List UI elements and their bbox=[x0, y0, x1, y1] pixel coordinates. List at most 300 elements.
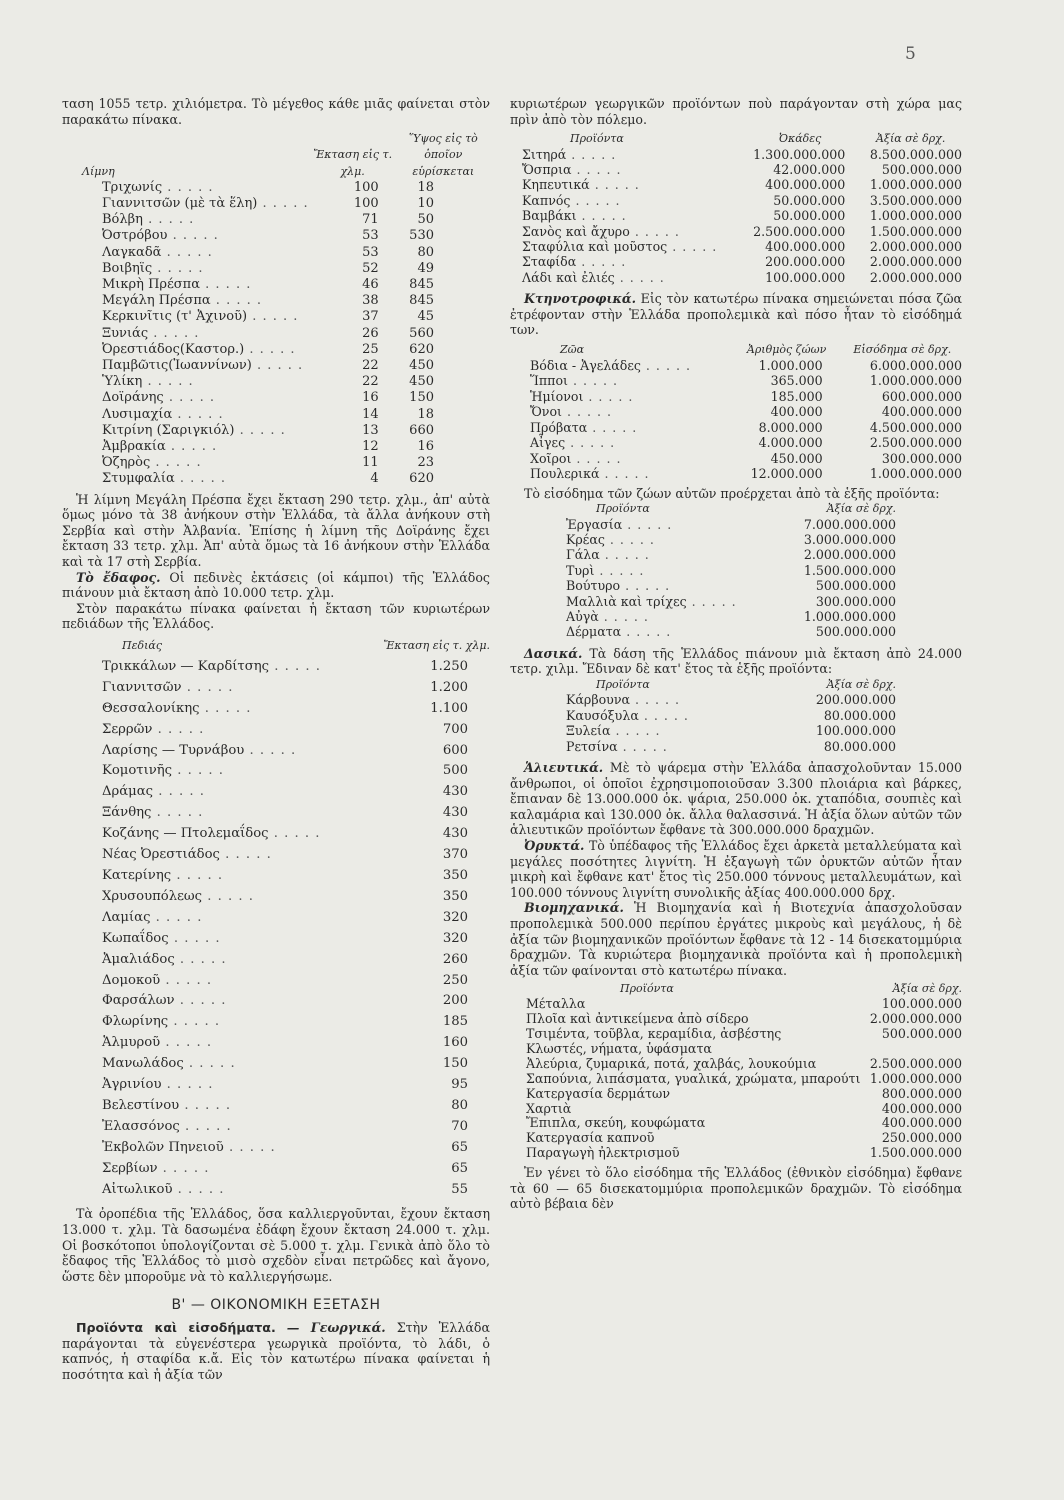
animal-row-income: 2.500.000.000 bbox=[869, 435, 962, 451]
lakes-header-area: Ἔκταση εἰς τ. χλμ. bbox=[313, 148, 393, 178]
animal-row-count: 12.000.000 bbox=[750, 466, 823, 482]
industry-product-row-product: Μέταλλα bbox=[526, 996, 586, 1012]
right-column bbox=[510, 96, 962, 1212]
plain-row-name: Δράμας . . . . . bbox=[102, 784, 205, 800]
plain-row-name: Δομοκοῦ . . . . . bbox=[102, 972, 213, 988]
plains-intro: Στὸν παρακάτω πίνακα φαίνεται ἡ ἔκταση τῶν κυριωτέρων πεδιάδων τῆς Ἑλλάδος. bbox=[62, 600, 490, 632]
forest-product-row-product: Ξυλεία . . . . . bbox=[566, 723, 661, 739]
animal-product-row-product: Αὐγὰ . . . . . bbox=[566, 608, 649, 624]
animal-row-animal: Χοῖροι . . . . . bbox=[530, 450, 622, 466]
plain-row-area: 1.200 bbox=[430, 679, 468, 695]
lake-row-name: Δοϊράνης . . . . . bbox=[102, 390, 216, 406]
agri-row-product: Κηπευτικά . . . . . bbox=[522, 177, 640, 193]
industry-product-row-value: 500.000.000 bbox=[881, 1026, 962, 1042]
agri-row bbox=[510, 147, 962, 162]
lake-row bbox=[62, 471, 490, 487]
lake-row-name: Τριχωνίς . . . . . bbox=[102, 179, 214, 195]
forest-product-row-product: Ρετσίνα . . . . . bbox=[566, 738, 668, 754]
plains-header-area: Ἔκταση εἰς τ. χλμ. bbox=[383, 639, 490, 652]
lake-row bbox=[62, 309, 490, 325]
lake-row-name: Ὀστρόβου . . . . . bbox=[102, 228, 219, 244]
lake-row-area: 53 bbox=[362, 228, 379, 244]
lake-row bbox=[62, 407, 490, 423]
lake-row-area: 12 bbox=[362, 439, 379, 455]
animal-income-text: Τὸ εἰσόδημα τῶν ζώων αὐτῶν προέρχεται ἀπὸ τὰ ἑξῆς προϊόντα: bbox=[524, 485, 940, 501]
forest-product-row-value: 80.000.000 bbox=[823, 738, 896, 754]
lake-row-area: 4 bbox=[370, 471, 379, 487]
plain-row bbox=[62, 1054, 490, 1075]
agri-row-product: Σανὸς καὶ ἄχυρο . . . . . bbox=[522, 223, 680, 239]
agri-row-qty: 400.000.000 bbox=[765, 177, 846, 193]
agri-row-value: 8.500.000.000 bbox=[869, 146, 962, 162]
plain-row bbox=[62, 929, 490, 950]
industry-product-row bbox=[510, 1012, 962, 1027]
forest-runin: Δασικά. bbox=[524, 645, 583, 661]
animal-product-row-value: 3.000.000.000 bbox=[803, 531, 896, 547]
animal-product-row-product: Τυρὶ . . . . . bbox=[566, 562, 645, 578]
lake-row-area: 14 bbox=[362, 406, 379, 422]
agri-row-qty: 50.000.000 bbox=[773, 192, 846, 208]
lake-row bbox=[62, 358, 490, 374]
industry-product-row-value: 800.000.000 bbox=[881, 1085, 962, 1101]
forest-product-row bbox=[566, 692, 896, 707]
fishing-runin: Ἁλιευτικά. bbox=[524, 760, 604, 775]
lake-row bbox=[62, 455, 490, 471]
lake-row-area: 100 bbox=[353, 179, 379, 195]
animal-row-count: 365.000 bbox=[770, 373, 823, 389]
industry-products-header-value: Ἀξία σὲ δρχ. bbox=[892, 982, 962, 996]
plain-row bbox=[62, 782, 490, 803]
animal-products-header-product: Προϊόντα bbox=[596, 502, 650, 516]
plain-row-name: Μανωλάδος . . . . . bbox=[102, 1056, 236, 1072]
lake-row bbox=[62, 439, 490, 455]
lake-row bbox=[62, 374, 490, 390]
plain-row-name: Ἐλασσόνος . . . . . bbox=[102, 1118, 232, 1134]
agri-row-qty: 100.000.000 bbox=[765, 269, 846, 285]
animal-row-animal: Αἶγες . . . . . bbox=[530, 435, 616, 451]
plain-row-area: 80 bbox=[451, 1097, 468, 1113]
plain-row bbox=[62, 1033, 490, 1054]
lake-row-alt: 845 bbox=[409, 277, 434, 293]
lake-row-name: Ὑλίκη . . . . . bbox=[102, 374, 194, 390]
animal-row-animal: Πρόβατα . . . . . bbox=[530, 419, 638, 435]
lake-row-name: Παμβῶτις(Ἰωαννίνων) . . . . . bbox=[102, 358, 304, 374]
plain-row-name: Κωπαΐδος . . . . . bbox=[102, 930, 221, 946]
industry-product-row-value bbox=[868, 1042, 962, 1057]
plain-row-area: 430 bbox=[442, 784, 468, 800]
agri-row-product: Καπνός . . . . . bbox=[522, 192, 621, 208]
animal-product-row-product: Κρέας . . . . . bbox=[566, 531, 655, 547]
plain-row bbox=[62, 803, 490, 824]
animal-product-row-value: 2.000.000.000 bbox=[803, 547, 896, 563]
mining-paragraph bbox=[510, 838, 962, 900]
lake-row-name: Στυμφαλία . . . . . bbox=[102, 471, 227, 487]
animal-row bbox=[510, 466, 962, 482]
lake-row-alt: 845 bbox=[409, 293, 434, 309]
agri-row-qty: 1.300.000.000 bbox=[753, 146, 846, 162]
industry-product-row-value: 250.000.000 bbox=[881, 1130, 962, 1146]
industry-product-row-product: Κατεργασία δερμάτων bbox=[526, 1085, 670, 1101]
forest-product-row-product: Καυσόξυλα . . . . . bbox=[566, 707, 689, 723]
lake-row-area: 22 bbox=[362, 358, 379, 374]
animal-row-count: 400.000 bbox=[770, 404, 823, 420]
plain-row-area: 320 bbox=[442, 909, 468, 925]
plain-row-area: 55 bbox=[451, 1181, 468, 1197]
plain-row bbox=[62, 720, 490, 741]
lakes-header-name: Λίμνη bbox=[82, 164, 115, 178]
animal-row-animal: Πουλερικά . . . . . bbox=[530, 466, 650, 482]
plain-row-name: Γιαννιτσῶν . . . . . bbox=[102, 679, 234, 695]
agri-row-value: 3.500.000.000 bbox=[869, 192, 962, 208]
plain-row-name: Αἰτωλικοῦ . . . . . bbox=[102, 1181, 225, 1197]
plain-row-area: 65 bbox=[451, 1160, 468, 1176]
intro-text: ταση 1055 τετρ. χιλιόμετρα. Τὸ μέγεθος κάθε μιᾶς φαίνεται στὸν παρακάτω πίνακα. bbox=[62, 96, 490, 127]
lake-row-area: 38 bbox=[362, 293, 379, 309]
animal-products-body bbox=[566, 517, 896, 640]
lake-row-alt: 18 bbox=[417, 179, 434, 195]
animal-product-row bbox=[566, 609, 896, 624]
animal-product-row-value: 500.000.000 bbox=[815, 578, 896, 594]
plain-row-area: 350 bbox=[442, 888, 468, 904]
lake-row-area: 13 bbox=[362, 422, 379, 438]
animal-row bbox=[510, 389, 962, 405]
plain-row-area: 600 bbox=[442, 742, 468, 758]
lake-row-alt: 18 bbox=[417, 406, 434, 422]
plain-row-name: Βελεστίνου . . . . . bbox=[102, 1097, 232, 1113]
industry-product-row-product: Σαπούνια, λιπάσματα, γυαλικά, χρώματα, μπαρούτι bbox=[526, 1070, 861, 1086]
industry-product-row-product: Ἀλεύρια, ζυμαρικά, ποτά, χαλβάς, λουκούμια bbox=[526, 1055, 817, 1071]
animal-product-row-product: Ἐργασία . . . . . bbox=[566, 516, 673, 532]
industry-product-row-value: 100.000.000 bbox=[881, 996, 962, 1012]
lake-row bbox=[62, 245, 490, 261]
forest-products-body bbox=[566, 692, 896, 754]
industry-product-row bbox=[510, 1042, 962, 1057]
plain-row-name: Κοζάνης — Πτολεμαΐδος . . . . . bbox=[102, 826, 321, 842]
industry-product-row-product: Κλωστές, νήματα, ὑφάσματα bbox=[526, 1040, 712, 1056]
lake-row-area: 71 bbox=[362, 212, 379, 228]
livestock-paragraph bbox=[510, 291, 962, 338]
industry-product-row-product: Κατεργασία καπνοῦ bbox=[526, 1130, 655, 1146]
industry-product-row-value: 1.000.000.000 bbox=[869, 1070, 962, 1086]
lake-row-name: Λυσιμαχία . . . . . bbox=[102, 406, 224, 422]
animal-row-count: 185.000 bbox=[770, 388, 823, 404]
agri-header-qty: Ὀκάδες bbox=[778, 132, 822, 146]
forest-products-header-product: Προϊόντα bbox=[596, 677, 650, 691]
forest-product-row-value: 80.000.000 bbox=[823, 707, 896, 723]
animal-product-row-value: 1.000.000.000 bbox=[803, 608, 896, 624]
industry-product-row bbox=[510, 1027, 962, 1042]
lake-row-name: Ξυνιάς . . . . . bbox=[102, 325, 200, 341]
lake-row-name: Μεγάλη Πρέσπα . . . . . bbox=[102, 293, 262, 309]
plain-row-area: 430 bbox=[442, 826, 468, 842]
industry-product-row bbox=[510, 997, 962, 1012]
agri-row-value: 1.000.000.000 bbox=[869, 208, 962, 224]
lake-row-area: 25 bbox=[362, 341, 379, 357]
page-number: 5 bbox=[905, 44, 916, 64]
industry-products-header-product: Προϊόντα bbox=[620, 982, 674, 996]
plain-row-name: Θεσσαλονίκης . . . . . bbox=[102, 700, 252, 716]
agri-row-product: Σιτηρά . . . . . bbox=[522, 146, 617, 162]
plain-row-area: 500 bbox=[442, 763, 468, 779]
animal-row bbox=[510, 373, 962, 389]
plain-row bbox=[62, 908, 490, 929]
industry-product-row-value: 400.000.000 bbox=[881, 1115, 962, 1131]
agri-row bbox=[510, 270, 962, 285]
agri-row-product: Βαμβάκι . . . . . bbox=[522, 208, 627, 224]
animal-product-row-product: Γάλα . . . . . bbox=[566, 547, 650, 563]
lake-row bbox=[62, 390, 490, 406]
plain-row bbox=[62, 1138, 490, 1159]
lake-row-alt: 16 bbox=[417, 439, 434, 455]
lake-row-alt: 450 bbox=[409, 358, 434, 374]
plain-row-area: 65 bbox=[451, 1139, 468, 1155]
plain-row bbox=[62, 1180, 490, 1201]
plain-row bbox=[62, 678, 490, 699]
animal-row-animal: Ἡμίονοι . . . . . bbox=[530, 388, 634, 404]
lake-row bbox=[62, 228, 490, 244]
industry-product-row-product: Ἔπιπλα, σκεύη, κουφώματα bbox=[526, 1115, 706, 1131]
plain-row-name: Χρυσουπόλεως . . . . . bbox=[102, 888, 254, 904]
animal-row bbox=[510, 358, 962, 374]
lake-row bbox=[62, 277, 490, 293]
animal-product-row bbox=[566, 547, 896, 562]
agri-body bbox=[510, 147, 962, 286]
animal-product-row bbox=[566, 563, 896, 578]
forest-product-row-value: 100.000.000 bbox=[815, 723, 896, 739]
industry-product-row-product: Τσιμέντα, τοῦβλα, κεραμίδια, ἀσβέστης bbox=[526, 1026, 782, 1042]
lakes-table bbox=[62, 131, 490, 487]
closing-text: Ἐν γένει τὸ ὅλο εἰσόδημα τῆς Ἑλλάδος (ἐθνικὸν εἰσόδημα) ἔφθανε τὰ 60 — 65 δισεκατομμύρια προπολεμικῶν δραχμῶν. Τὸ εἰσόδημα αὐτὸ βέβαια δὲν bbox=[510, 1165, 962, 1212]
forest-text: Τὰ δάση τῆς Ἑλλάδος πιάνουν μιὰ ἔκταση ἀπὸ 24.000 τετρ. χιλμ. Ἔδιναν δὲ κατ' ἔτος τὰ ἑξῆς προϊόντα: bbox=[510, 645, 962, 677]
lake-row-alt: 620 bbox=[409, 471, 434, 487]
products-runin: Προϊόντα καὶ εἰσοδήματα. bbox=[76, 1320, 276, 1336]
plains-body bbox=[62, 657, 490, 1201]
plain-row bbox=[62, 866, 490, 887]
lake-row-alt: 10 bbox=[417, 196, 434, 211]
lake-row-alt: 50 bbox=[417, 212, 434, 228]
plain-row-name: Λαρίσης — Τυρνάβου . . . . . bbox=[102, 742, 297, 758]
products-sub: — Γεωργικά. bbox=[286, 1320, 386, 1336]
plain-row-name: Φαρσάλων . . . . . bbox=[102, 993, 227, 1009]
animal-product-row bbox=[566, 517, 896, 532]
industry-paragraph bbox=[510, 900, 962, 978]
lake-row-area: 37 bbox=[362, 309, 379, 325]
plain-row-name: Νέας Ὀρεστιάδος . . . . . bbox=[102, 847, 272, 863]
plain-row bbox=[62, 1117, 490, 1138]
section-heading: Β' — ΟΙΚΟΝΟΜΙΚΗ ΕΞΕΤΑΣΗ bbox=[171, 1297, 381, 1314]
lake-row bbox=[62, 423, 490, 439]
animal-product-row bbox=[566, 578, 896, 593]
animals-body bbox=[510, 358, 962, 482]
animal-row bbox=[510, 404, 962, 420]
lake-row-name: Γιαννιτσῶν (μὲ τὰ ἕλη) . . . . . bbox=[102, 196, 309, 211]
industry-product-row-product: Χαρτιὰ bbox=[526, 1100, 572, 1116]
agri-row bbox=[510, 239, 962, 254]
plain-row bbox=[62, 699, 490, 720]
animals-header-animal: Ζῶα bbox=[560, 343, 585, 357]
animal-row-count: 1.000.000 bbox=[758, 357, 823, 373]
animal-product-row-value: 1.500.000.000 bbox=[803, 562, 896, 578]
animal-product-row-value: 500.000.000 bbox=[815, 624, 896, 640]
animal-product-row bbox=[566, 594, 896, 609]
industry-product-row-product: Παραγωγὴ ἠλεκτρισμοῦ bbox=[526, 1145, 680, 1161]
lake-row-area: 16 bbox=[362, 390, 379, 406]
animal-row bbox=[510, 435, 962, 451]
agri-row-product: Λάδι καὶ ἐλιές . . . . . bbox=[522, 269, 665, 285]
plain-row-name: Ἁλμυροῦ . . . . . bbox=[102, 1035, 213, 1051]
animals-header-income: Εἰσόδημα σὲ δρχ. bbox=[853, 343, 952, 357]
animal-row-count: 450.000 bbox=[770, 450, 823, 466]
animal-row-animal: Ὄνοι . . . . . bbox=[530, 404, 613, 420]
animal-row-income: 300.000.000 bbox=[881, 450, 962, 466]
forest-product-row-product: Κάρβουνα . . . . . bbox=[566, 692, 681, 708]
plain-row bbox=[62, 887, 490, 908]
plain-row-area: 250 bbox=[442, 972, 468, 988]
forest-paragraph bbox=[510, 646, 962, 677]
lake-row bbox=[62, 326, 490, 342]
plain-row bbox=[62, 950, 490, 971]
industry-runin: Βιομηχανικά. bbox=[524, 900, 624, 916]
plain-row-area: 160 bbox=[442, 1035, 468, 1051]
plain-row-area: 350 bbox=[442, 867, 468, 883]
plains-header-name: Πεδιάς bbox=[122, 639, 163, 652]
lake-row-area: 100 bbox=[353, 196, 379, 211]
animal-row-animal: Βόδια - Ἀγελάδες . . . . . bbox=[530, 357, 691, 373]
lake-row-alt: 660 bbox=[409, 422, 434, 438]
agri-row-value: 2.000.000.000 bbox=[869, 254, 962, 270]
plain-row bbox=[62, 824, 490, 845]
plain-row bbox=[62, 1075, 490, 1096]
lake-row-alt: 80 bbox=[417, 244, 434, 260]
agri-row-value: 2.000.000.000 bbox=[869, 239, 962, 255]
plain-row bbox=[62, 657, 490, 678]
agri-row-qty: 42.000.000 bbox=[773, 162, 846, 177]
animal-row bbox=[510, 420, 962, 436]
animals-header-count: Ἀριθμὸς ζώων bbox=[746, 343, 827, 357]
animal-product-row bbox=[566, 532, 896, 547]
lake-row-name: Κερκινῖτις (τ' Ἀχινοῦ) . . . . . bbox=[102, 309, 299, 325]
industry-product-row-value: 2.000.000.000 bbox=[869, 1011, 962, 1027]
agri-row-product: Σταφύλια καὶ μοῦστος . . . . . bbox=[522, 239, 718, 255]
agri-table bbox=[510, 131, 962, 285]
products-paragraph bbox=[62, 1320, 490, 1382]
plain-row-area: 370 bbox=[442, 847, 468, 863]
agri-header-value: Ἀξία σὲ δρχ. bbox=[875, 132, 946, 146]
plain-row-area: 700 bbox=[442, 721, 468, 737]
prespa-text: Ἡ λίμνη Μεγάλη Πρέσπα ἔχει ἔκταση 290 τετρ. χλμ., ἀπ' αὐτὰ ὅμως μόνο τὰ 38 ἀνήκουν στὴν Ἑλλάδα, τὰ ἄλλα ἀνήκουν στὴ Σερβία καὶ στὴν Ἀλβανία. Ἐπίσης ἡ λίμνη τῆς Δοϊράνης ἔχει ἔκταση 33 τετρ. χλμ. Ἀπ' αὐτὰ ὅμως τὰ 16 ἀνήκουν στὴν Ἑλλάδα καὶ τὰ 17 στὴ Σερβία. bbox=[62, 491, 490, 570]
livestock-text: Εἰς τὸν κατωτέρω πίνακα σημειώνεται πόσα ζῶα ἐτρέφονταν στὴν Ἑλλάδα προπολεμικὰ καὶ πόσο ἦταν τὸ εἰσόδημά των. bbox=[510, 291, 962, 338]
livestock-runin: Κτηνοτροφικά. bbox=[524, 291, 636, 307]
lake-row-alt: 530 bbox=[409, 228, 434, 244]
agri-row-qty: 400.000.000 bbox=[765, 239, 846, 255]
lake-row-alt: 560 bbox=[409, 325, 434, 341]
agri-row bbox=[510, 254, 962, 269]
forest-product-row bbox=[566, 708, 896, 723]
agri-row-qty: 50.000.000 bbox=[773, 208, 846, 224]
lake-row-alt: 23 bbox=[417, 455, 434, 471]
plateaus-text: Τὰ ὀροπέδια τῆς Ἑλλάδος, ὅσα καλλιεργοῦνται, ἔχουν ἔκταση 13.000 τ. χλμ. Τὰ δασωμένα ἐδάφη ἔχουν ἔκταση 24.000 τ. χλμ. Οἱ βοσκότοποι ὑπολογίζονται σὲ 5.000 τ. χλμ. Γενικὰ ἀπὸ ὅλο τὸ ἔδαφος τῆς Ἑλλάδος τὸ μισὸ σχεδὸν εἶναι πετρῶδες καὶ ἄγονο, ὥστε δὲν μποροῦμε νὰ τὸ καλλιεργήσωμε. bbox=[62, 1206, 490, 1284]
plain-row-name: Φλωρίνης . . . . . bbox=[102, 1014, 221, 1030]
animal-product-row-value: 300.000.000 bbox=[815, 593, 896, 609]
mining-runin: Ὀρυκτά. bbox=[524, 837, 585, 853]
plain-row-name: Ἐκβολῶν Πηνειοῦ . . . . . bbox=[102, 1139, 276, 1155]
plain-row-name: Σερβίων . . . . . bbox=[102, 1160, 210, 1176]
products-text: Στὴν Ἑλλάδα παράγονται τὰ εὐγενέστερα γεωργικὰ προϊόντα, τὸ λάδι, ὁ καπνός, ἡ σταφίδα κ.ἄ. Εἰς τὸν κατωτέρω πίνακα φαίνεται ἡ ποσότητα καὶ ἡ ἀξία τῶν bbox=[62, 1320, 490, 1382]
lake-row-alt: 49 bbox=[417, 260, 434, 276]
lake-row bbox=[62, 293, 490, 309]
plain-row bbox=[62, 1096, 490, 1117]
lake-row-area: 26 bbox=[362, 325, 379, 341]
animal-row-income: 600.000.000 bbox=[881, 388, 962, 404]
plain-row-name: Ἀμαλιάδος . . . . . bbox=[102, 951, 227, 967]
forest-products-header-value: Ἀξία σὲ δρχ. bbox=[826, 677, 896, 691]
lake-row-name: Μικρὴ Πρέσπα . . . . . bbox=[102, 277, 252, 293]
animal-row-income: 400.000.000 bbox=[881, 404, 962, 420]
industry-product-row bbox=[510, 1087, 962, 1102]
animal-product-row-product: Δέρματα . . . . . bbox=[566, 624, 672, 640]
agri-row-value: 1.000.000.000 bbox=[869, 177, 962, 193]
agri-row-product: Σταφίδα . . . . . bbox=[522, 254, 627, 270]
fishing-paragraph bbox=[510, 760, 962, 838]
animal-row-count: 8.000.000 bbox=[758, 419, 823, 435]
plain-row-area: 1.100 bbox=[430, 700, 468, 716]
agri-row bbox=[510, 224, 962, 239]
agri-header-product: Προϊόντα bbox=[570, 132, 624, 146]
plain-row-area: 320 bbox=[442, 930, 468, 946]
plain-row-area: 70 bbox=[451, 1118, 468, 1134]
agri-row bbox=[510, 177, 962, 192]
forest-product-row-value: 200.000.000 bbox=[815, 692, 896, 708]
animal-product-row-product: Βούτυρο . . . . . bbox=[566, 578, 671, 594]
forest-products-table bbox=[566, 677, 896, 754]
plain-row-area: 430 bbox=[442, 805, 468, 821]
lake-row-alt: 45 bbox=[417, 309, 434, 325]
plain-row-name: Τρικκάλων — Καρδίτσης . . . . . bbox=[102, 658, 321, 674]
animal-row-income: 4.500.000.000 bbox=[869, 419, 962, 435]
lake-row-name: Βοιβηΐς . . . . . bbox=[102, 260, 204, 276]
lake-row-alt: 150 bbox=[409, 390, 434, 406]
industry-product-row bbox=[510, 1116, 962, 1131]
animal-row-income: 1.000.000.000 bbox=[869, 373, 962, 389]
agri-row bbox=[510, 162, 962, 177]
animals-table bbox=[510, 342, 962, 482]
lake-row-area: 22 bbox=[362, 374, 379, 390]
industry-product-row-value: 2.500.000.000 bbox=[869, 1055, 962, 1071]
lake-row bbox=[62, 180, 490, 196]
plain-row-area: 1.250 bbox=[430, 658, 468, 674]
animal-products-header-value: Ἀξία σὲ δρχ. bbox=[826, 502, 896, 516]
plain-row-name: Κομοτινῆς . . . . . bbox=[102, 763, 224, 779]
agri-row-qty: 200.000.000 bbox=[765, 254, 846, 270]
plain-row-area: 150 bbox=[442, 1056, 468, 1072]
industry-products-body bbox=[510, 997, 962, 1161]
right-cont-text: κυριωτέρων γεωργικῶν προϊόντων ποὺ παράγονταν στὴ χώρα μας πρὶν ἀπὸ τὸν πόλεμο. bbox=[510, 96, 962, 127]
industry-products-table bbox=[510, 982, 962, 1161]
plain-row bbox=[62, 1012, 490, 1033]
plain-row-name: Σερρῶν . . . . . bbox=[102, 721, 205, 737]
industry-product-row bbox=[510, 1131, 962, 1146]
soil-text: Οἱ πεδινὲς ἐκτάσεις (οἱ κάμποι) τῆς Ἑλλάδος πιάνουν μιὰ ἔκταση ἀπὸ 10.000 τετρ. χλμ. bbox=[62, 569, 490, 601]
lake-row-name: Λαγκαδᾶ . . . . . bbox=[102, 244, 213, 260]
plain-row-area: 185 bbox=[442, 1014, 468, 1030]
fishing-text: Μὲ τὸ ψάρεμα στὴν Ἑλλάδα ἀπασχολοῦνταν 15.000 ἄνθρωποι, οἱ ὁποῖοι ἐχρησιμοποιοῦσαν 3.300 πλοιάρια καὶ βάρκες, ἔπιαναν δὲ 13.000.000 ὀκ. ψάρια, 250.000 ὀκ. χταπόδια, σουπιὲς καὶ καλαμάρια καὶ 130.000 ὀκ. ἄλλα θαλασσινά. Ἡ ἀξία ὅλων αὐτῶν τῶν ἁλιευτικῶν προϊόντων ἔφθανε τὰ 300.000.000 δραχμῶν. bbox=[510, 760, 962, 838]
plain-row bbox=[62, 971, 490, 992]
industry-product-row bbox=[510, 1057, 962, 1072]
industry-product-row bbox=[510, 1102, 962, 1117]
agri-row bbox=[510, 193, 962, 208]
lake-row-area: 46 bbox=[362, 277, 379, 293]
mining-text: Τὸ ὑπέδαφος τῆς Ἑλλάδος ἔχει ἀρκετὰ μεταλλεύματα καὶ μεγάλες ποσότητες λιγνίτη. Ἡ ἐξαγωγὴ τῶν ὀρυκτῶν αὐτῶν ἦταν μικρὴ καὶ ἔφθανε κατ' ἔτος τὶς 250.000 τόννους μεταλλευμάτων, καὶ 100.000 τόννους λιγνίτη συνολικῆς ἀξίας 400.000.000 δρχ. bbox=[510, 837, 962, 900]
